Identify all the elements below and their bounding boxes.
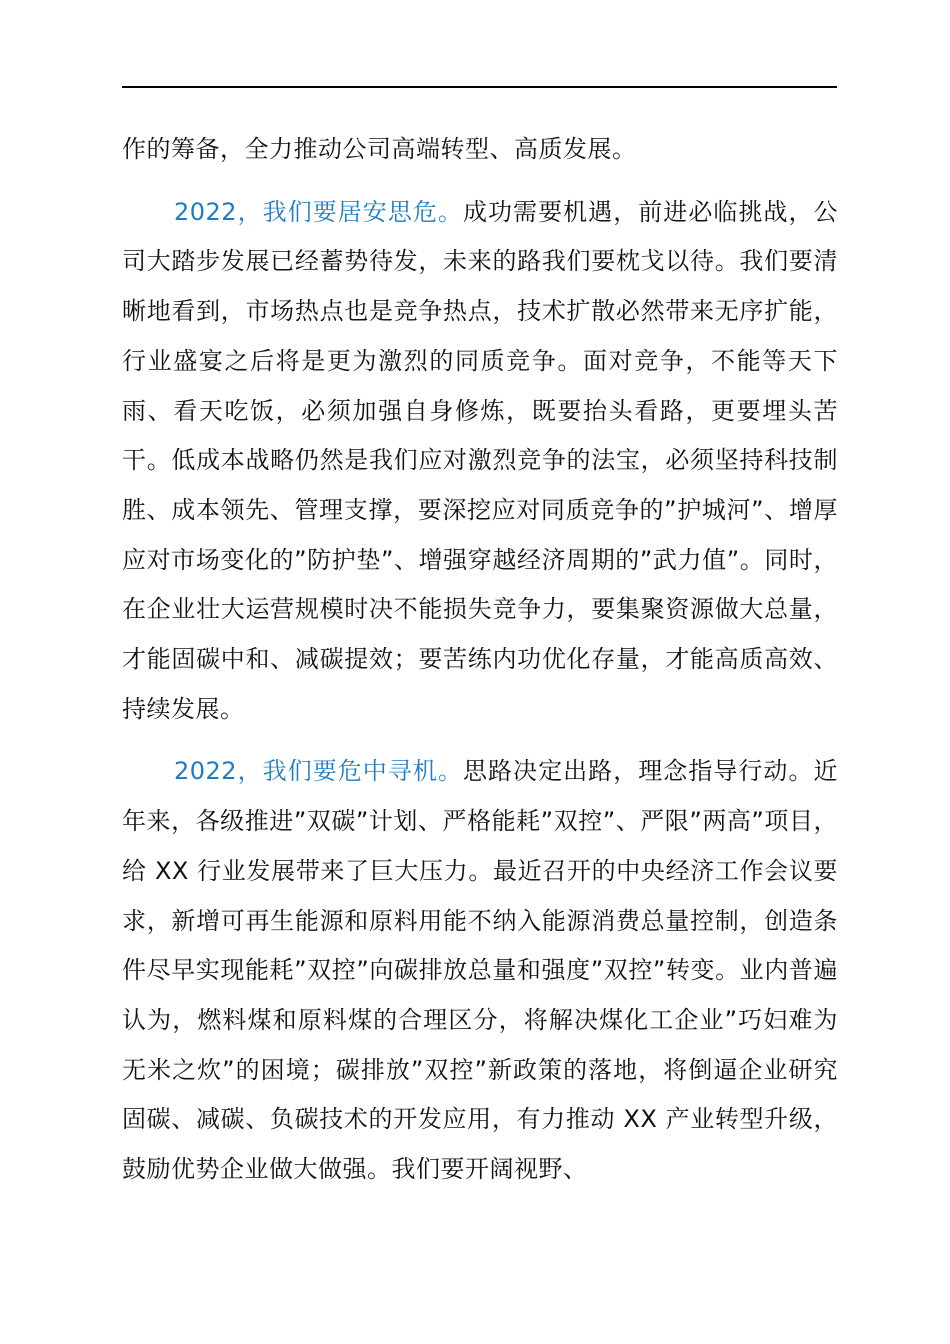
continuation-paragraph (122, 125, 838, 175)
paragraph-vigilance (122, 188, 838, 735)
header-rule (122, 86, 837, 88)
document-body (122, 125, 838, 1195)
paragraph-lead: 2022，我们要居安思危。 (174, 197, 463, 226)
paragraph-body: 思路决定出路，理念指导行动。近年来，各级推进”双碳”计划、严格能耗”双控”、严限”两高”项目，给 XX 行业发展带来了巨大压力。最近召开的中央经济工作会议要求，新增可再生能源和原料用能不纳入能源消费总量控制，创造条件尽早实现能耗”双控”向碳排放总量和强度”双控”转变。业内普遍认为，燃料煤和原料煤的合理区分，将解决煤化工企业”巧妇难为无米之炊”的困境；碳排放”双控”新政策的落地，将倒逼企业研究固碳、减碳、负碳技术的开发应用，有力推动 XX 产业转型升级，鼓励优势企业做大做强。我们要开阔视野、 (122, 757, 839, 1184)
paragraph-opportunity (122, 747, 838, 1194)
continuation-text: 作的筹备，全力推动公司高端转型、高质发展。 (122, 135, 637, 163)
paragraph-lead: 2022，我们要危中寻机。 (174, 757, 463, 786)
paragraph-body: 成功需要机遇，前进必临挑战，公司大踏步发展已经蓄势待发，未来的路我们要枕戈以待。我们要清晰地看到，市场热点也是竞争热点，技术扩散必然带来无序扩能，行业盛宴之后将是更为激烈的同质竞争。面对竞争，不能等天下雨、看天吃饭，必须加强自身修炼，既要抬头看路，更要埋头苦干。低成本战略仍然是我们应对激烈竞争的法宝，必须坚持科技制胜、成本领先、管理支撑，要深挖应对同质竞争的”护城河”、增厚应对市场变化的”防护垫”、增强穿越经济周期的”武力值”。同时，在企业壮大运营规模时决不能损失竞争力，要集聚资源做大总量，才能固碳中和、减碳提效；要苦练内功优化存量，才能高质高效、持续发展。 (122, 197, 839, 723)
